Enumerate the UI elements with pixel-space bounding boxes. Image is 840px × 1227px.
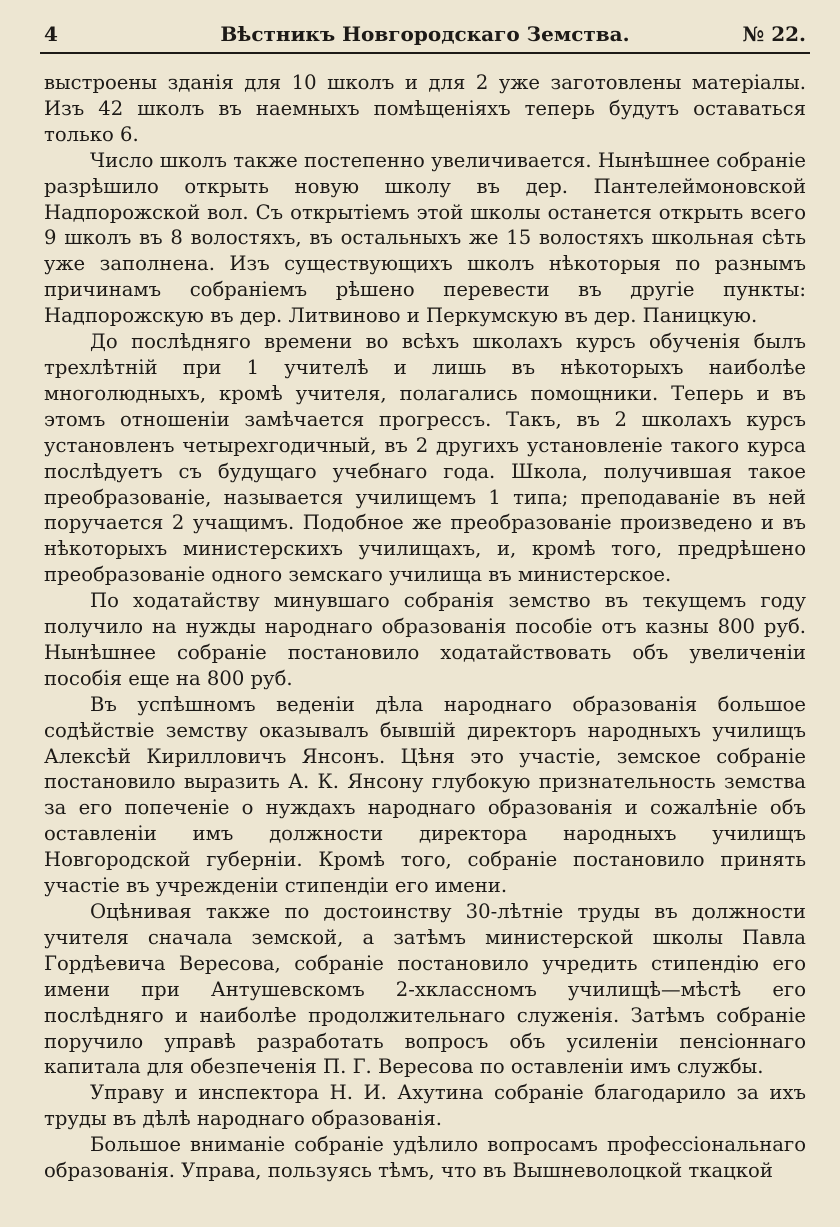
paragraph: Управу и инспектора Н. И. Ахутина собраніе благодарило за ихъ труды въ дѣлѣ народнаго образованія.: [44, 1081, 806, 1131]
running-header: [44, 22, 806, 52]
paragraph: До послѣдняго времени во всѣхъ школахъ курсъ обученія былъ трехлѣтній при 1 учителѣ и лишь въ нѣкоторыхъ наиболѣе многолюдныхъ, кромѣ учителя, полагались помощники. Теперь и въ этомъ отношеніи замѣчается прогрессъ. Такъ, въ 2 школахъ курсъ установленъ четырехгодичный, въ 2 другихъ установленіе такого курса послѣдуетъ съ будущаго учебнаго года. Школа, получившая такое преобразованіе, называется училищемъ 1 типа; преподаваніе въ ней поручается 2 учащимъ. Подобное же преобразованіе произведено и въ нѣкоторыхъ министерскихъ училищахъ, и, кромѣ того, предрѣшено преобразованіе одного земскаго училища въ министерское.: [44, 330, 806, 587]
journal-title: Вѣстникъ Новгородскаго Земства.: [220, 22, 630, 46]
paragraph: По ходатайству минувшаго собранія земство въ текущемъ году получило на нужды народнаго образованія пособіе отъ казны 800 руб. Нынѣшнее собраніе постановило ходатайствовать объ увеличеніи пособія еще на 800 руб.: [44, 589, 806, 690]
issue-number: № 22.: [742, 22, 806, 46]
paragraph: Въ успѣшномъ веденіи дѣла народнаго образованія большое содѣйствіе земству оказывалъ бывшій директоръ народныхъ училищъ Алексѣй Кирилловичъ Янсонъ. Цѣня это участіе, земское собраніе постановило выразить А. К. Янсону глубокую признательность земства за его попеченіе о нуждахъ народнаго образованія и сожалѣніе объ оставленіи имъ должности директора народныхъ училищъ Новгородской губерніи. Кромѣ того, собраніе постановило принять участіе въ учрежденіи стипендіи его имени.: [44, 692, 806, 898]
article-body: [44, 70, 806, 1184]
paragraph: Оцѣнивая также по достоинству 30-лѣтніе труды въ должности учителя сначала земской, а затѣмъ министерской школы Павла Гордѣевича Вересова, собраніе постановило учредить стипендію его имени при Антушевскомъ 2-хклассномъ училищѣ—мѣстѣ его послѣдняго и наиболѣе продолжительнаго служенія. Затѣмъ собраніе поручило управѣ разработать вопросъ объ усиленіи пенсіоннаго капитала для обезпеченія П. Г. Вересова по оставленіи имъ службы.: [44, 900, 806, 1079]
paragraph: Большое вниманіе собраніе удѣлило вопросамъ профессіональнаго образованія. Управа, пользуясь тѣмъ, что въ Вышневолоцкой ткацкой: [44, 1133, 806, 1183]
paragraph: выстроены зданія для 10 школъ и для 2 уже заготовлены матеріалы. Изъ 42 школъ въ наемныхъ помѣщеніяхъ теперь будутъ оставаться только 6.: [44, 71, 806, 146]
header-rule: [40, 52, 810, 54]
page-number: 4: [44, 22, 58, 46]
paragraph: Число школъ также постепенно увеличивается. Нынѣшнее собраніе разрѣшило открыть новую школу въ дер. Пантелеймоновской Надпорожской вол. Съ открытіемъ этой школы останется открыть всего 9 школъ въ 8 волостяхъ, въ остальныхъ же 15 волостяхъ школьная сѣть уже заполнена. Изъ существующихъ школъ нѣкоторыя по разнымъ причинамъ собраніемъ рѣшено перевести въ другіе пункты: Надпорожскую въ дер. Литвиново и Перкумскую въ дер. Паницкую.: [44, 148, 806, 328]
